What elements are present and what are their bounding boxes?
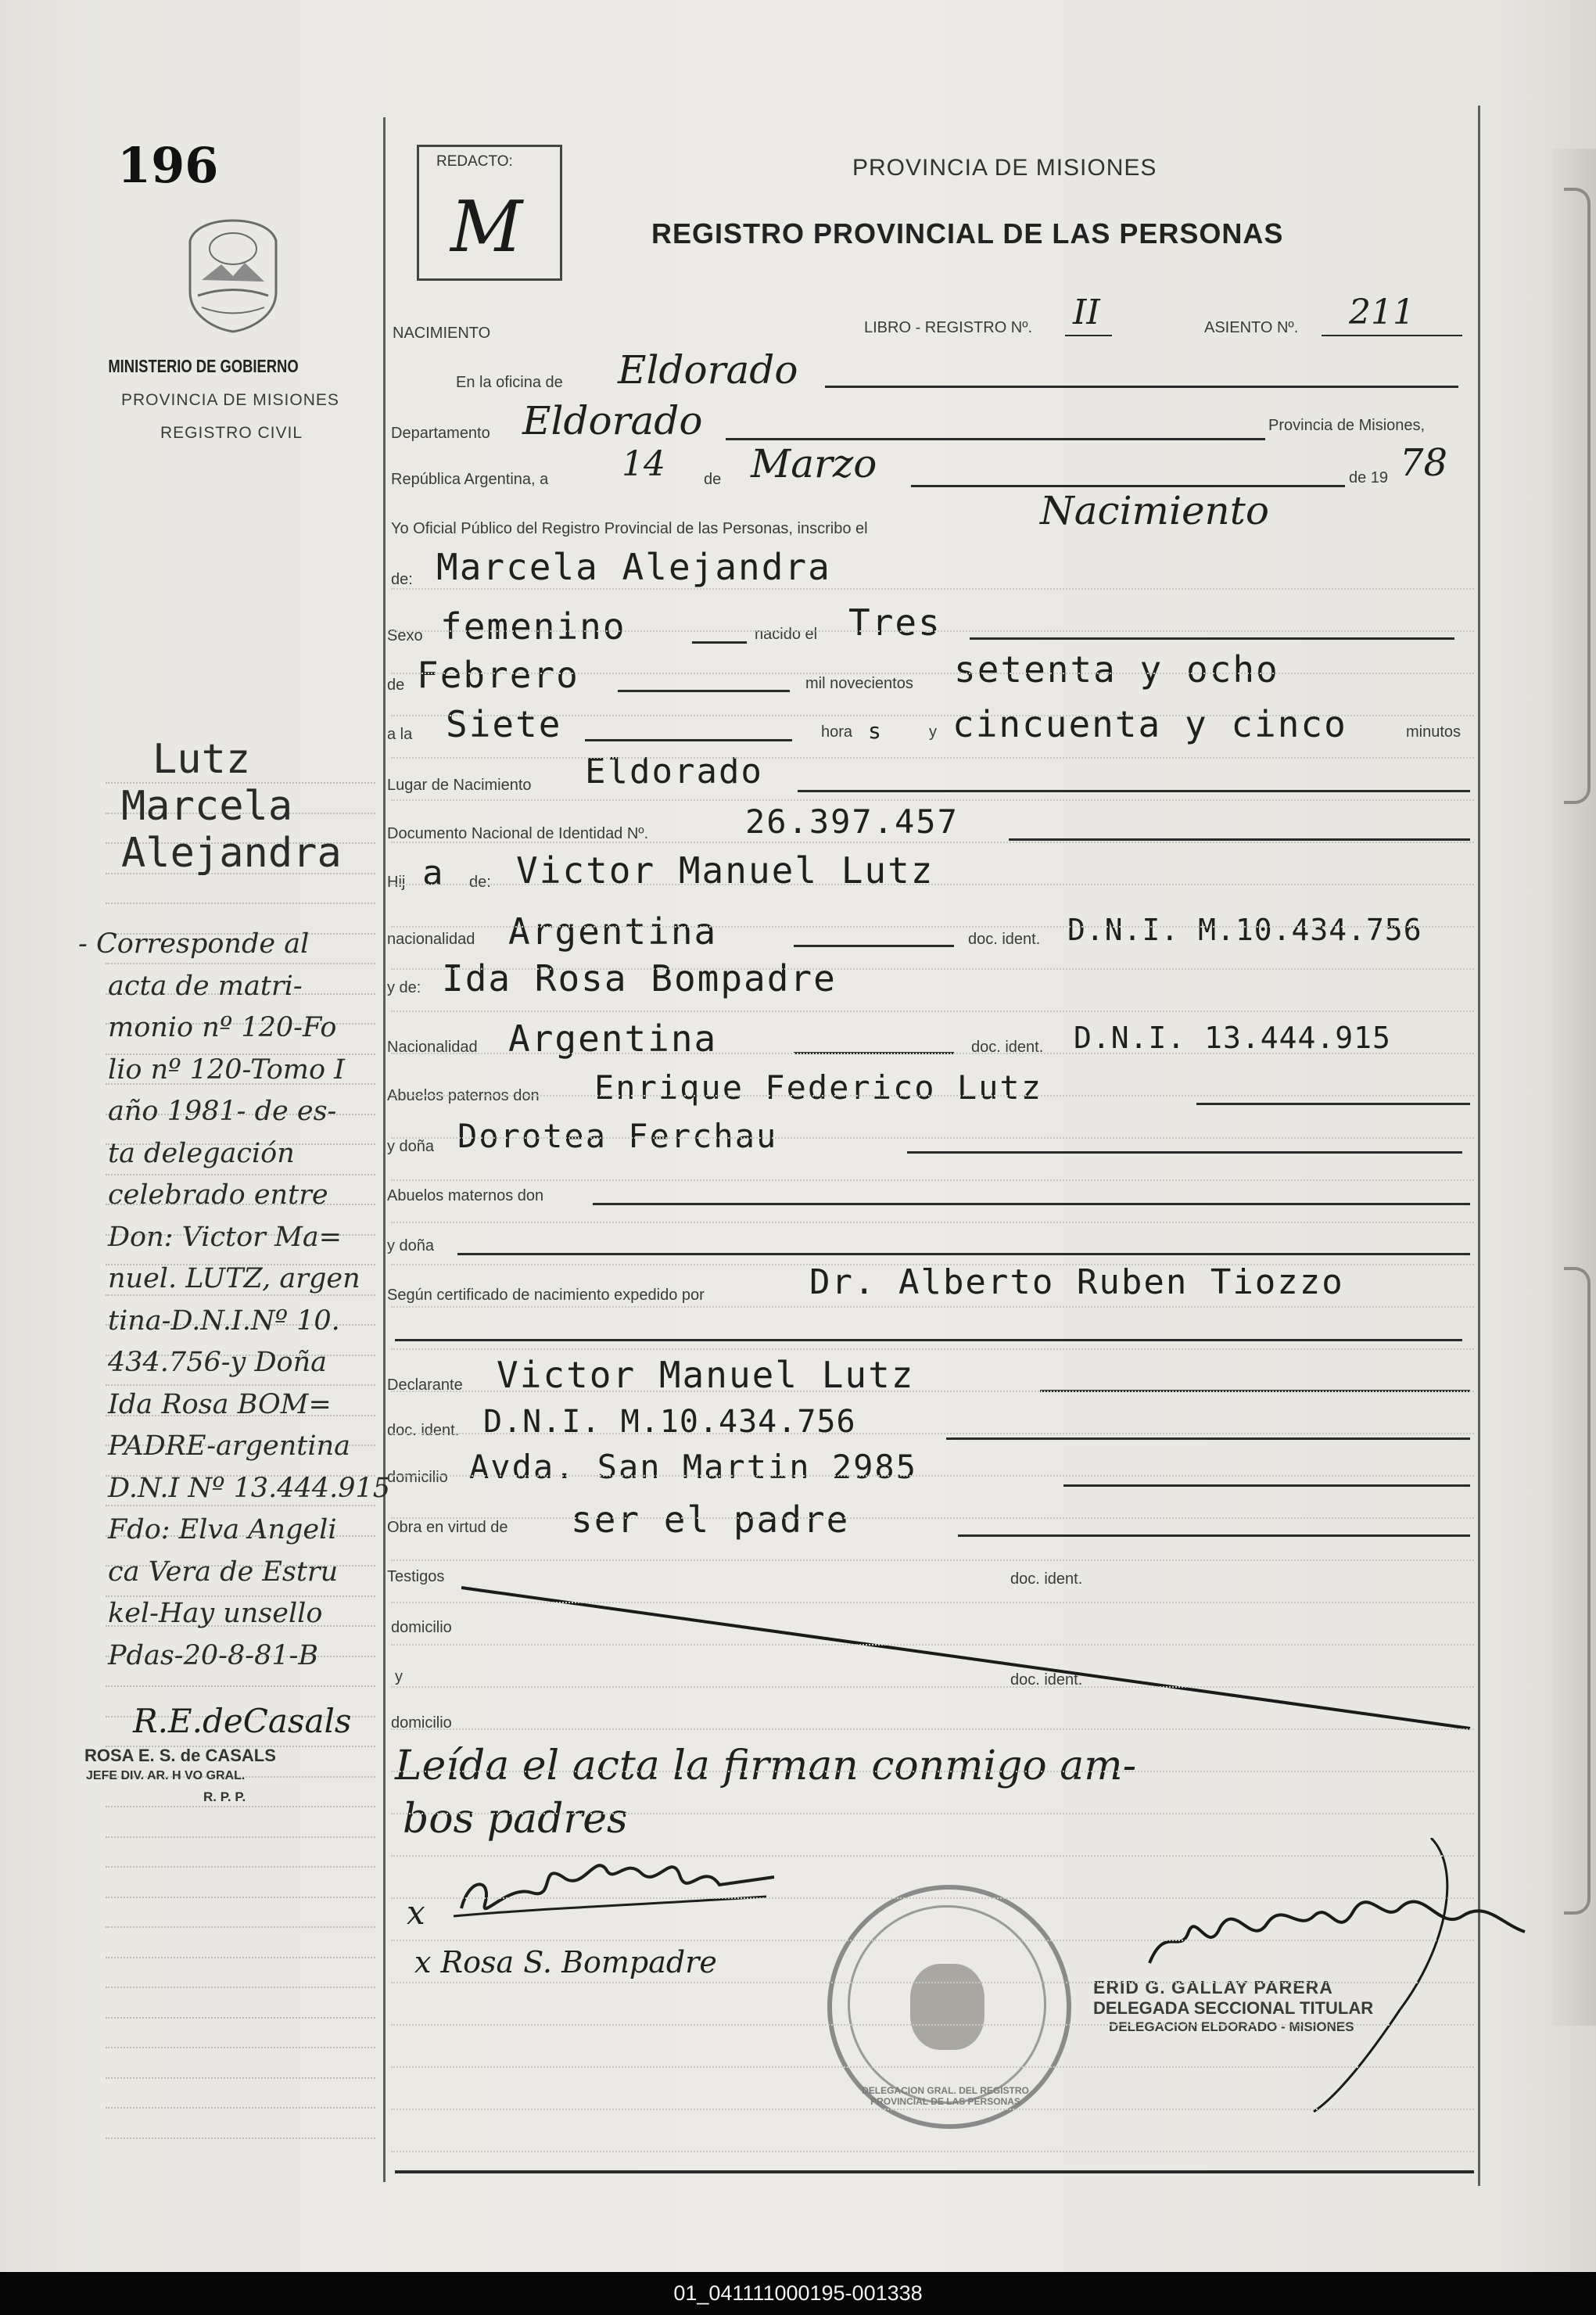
margin-rule-line	[106, 963, 375, 964]
redacto-initials: M	[450, 186, 523, 268]
form-rule-line	[391, 673, 1474, 674]
abuela-p-line	[907, 1151, 1462, 1154]
certificado-value: Dr. Alberto Ruben Tiozzo	[809, 1262, 1344, 1302]
libro-value: II	[1073, 293, 1100, 332]
form-rule-line	[391, 1095, 1474, 1096]
margin-stamp-title: JEFE DIV. AR. H VO GRAL.	[86, 1769, 246, 1782]
form-rule-line	[391, 1728, 1474, 1730]
margin-stamp-org: R. P. P.	[203, 1789, 246, 1804]
margin-rule-line	[106, 2047, 375, 2048]
oficina-line	[825, 386, 1458, 388]
doc3-label: doc. ident.	[387, 1422, 460, 1439]
form-rule-line	[391, 1644, 1474, 1646]
form-rule-line	[391, 884, 1474, 885]
margin-rule-line	[106, 1957, 375, 1958]
oficina-value: Eldorado	[618, 347, 798, 393]
yde-label: y de:	[387, 979, 421, 996]
coat-of-arms-icon	[178, 217, 288, 335]
nacido-value: Tres	[848, 601, 941, 644]
a-la-label: a la	[387, 726, 413, 743]
margin-note-line: acta de matri-	[108, 970, 303, 1002]
form-rule-line	[391, 1391, 1474, 1392]
abuelo-p-value: Enrique Federico Lutz	[594, 1068, 1043, 1107]
margin-rule-line	[106, 1926, 375, 1928]
hora-line	[585, 739, 792, 741]
lugar-line	[798, 790, 1470, 792]
record-type: NACIMIENTO	[393, 325, 491, 342]
form-rule-line	[391, 799, 1474, 801]
departamento-label: Departamento	[391, 425, 490, 442]
form-rule-line	[391, 842, 1474, 843]
mil-value: setenta y ocho	[954, 648, 1279, 691]
margin-rule-line	[106, 1505, 375, 1506]
form-rule-line	[391, 1813, 1474, 1814]
dni-line	[1009, 838, 1470, 841]
y-label: y	[929, 723, 937, 741]
margin-rule-line	[106, 2107, 375, 2109]
form-left-border	[383, 117, 386, 2182]
year-label: de 19	[1349, 469, 1389, 486]
oficial-value: Nacimiento	[1040, 488, 1269, 533]
declarante-label: Declarante	[387, 1376, 463, 1394]
margin-name-line: Alejandra	[121, 830, 342, 877]
redacto-box	[417, 145, 562, 281]
doc2-label: doc. ident.	[971, 1039, 1044, 1056]
margin-name-line: Lutz	[152, 736, 251, 783]
hij-label: Hij	[387, 874, 406, 891]
form-rule-line	[391, 2151, 1474, 2152]
form-rule-line	[391, 1222, 1474, 1223]
lugar-label: Lugar de Nacimiento	[387, 777, 532, 794]
ministry-name: MINISTERIO DE GOBIERNO	[108, 356, 299, 376]
domicilio3-label: domicilio	[391, 1714, 452, 1732]
certificado-label: Según certificado de nacimiento expedido por	[387, 1287, 705, 1304]
margin-rule-line	[106, 1897, 375, 1898]
form-rule-line	[391, 715, 1474, 716]
nombre-label: de:	[391, 571, 413, 588]
form-rule-line	[391, 757, 1474, 759]
form-rule-line	[391, 1179, 1474, 1181]
mes-label: de	[387, 677, 405, 694]
abuela-p-value: Dorotea Ferchau	[457, 1117, 778, 1155]
abuela-m-line	[457, 1253, 1470, 1255]
declarante-value: Victor Manuel Lutz	[497, 1354, 915, 1396]
domicilio-line	[1063, 1484, 1470, 1487]
signature-father	[446, 1830, 790, 1932]
form-rule-line	[391, 1137, 1474, 1139]
footer-bar	[0, 2272, 1596, 2315]
firma1-prefix: x	[407, 1893, 425, 1932]
departamento-line	[726, 438, 1265, 440]
ydona2-label: y doña	[387, 1237, 435, 1254]
padre-value: Victor Manuel Lutz	[516, 849, 934, 892]
margin-note-line: lio nº 120-Tomo I	[108, 1053, 346, 1086]
year-value: 78	[1400, 441, 1448, 485]
domicilio-label: domicilio	[387, 1469, 448, 1486]
form-rule-line	[391, 1686, 1474, 1688]
margin-rule-line	[106, 1987, 375, 1988]
margin-rule-line	[106, 2137, 375, 2139]
margin-rule-line	[106, 1806, 375, 1807]
leida-line-1: Leída el acta la firman conmigo am-	[395, 1743, 1137, 1789]
departamento-value: Eldorado	[522, 398, 703, 443]
margin-note-line: D.N.I Nº 13.444.915	[108, 1472, 391, 1504]
margin-rule-line	[106, 1866, 375, 1868]
doc4-label: doc. ident.	[1010, 1570, 1083, 1588]
doc3-line	[946, 1437, 1470, 1440]
margin-note-line: celebrado entre	[108, 1179, 328, 1211]
nacido-label: nacido el	[755, 626, 818, 643]
form-rule-line	[391, 1264, 1474, 1265]
margin-rule-line	[106, 903, 375, 904]
form-rule-line	[391, 2066, 1474, 2068]
margin-note-line: año 1981- de es-	[108, 1096, 337, 1127]
margin-note-line: PADRE-argentina	[108, 1430, 350, 1462]
form-rule-line	[391, 588, 1474, 590]
margin-note-line: nuel. LUTZ, argen	[108, 1263, 360, 1294]
form-rule-line	[391, 1306, 1474, 1308]
margin-rule-line	[106, 1685, 375, 1687]
cancel-stroke	[461, 1580, 1478, 1736]
month-value: Marzo	[751, 441, 877, 486]
nac2-value: Argentina	[508, 1018, 718, 1060]
sexo-label: Sexo	[387, 627, 423, 644]
leida-line-2: bos padres	[403, 1796, 628, 1843]
margin-note-line: 434.756-y Doña	[108, 1347, 327, 1378]
margin-note-line: ta delegación	[108, 1137, 295, 1169]
margin-rule-line	[106, 1836, 375, 1838]
asiento-label: ASIENTO Nº.	[1204, 319, 1299, 336]
day-value: 14	[622, 444, 665, 484]
officer-office: DELEGACION ELDORADO - MISIONES	[1109, 2019, 1354, 2034]
doc3-value: D.N.I. M.10.434.756	[483, 1404, 856, 1440]
dni-label: Documento Nacional de Identidad Nº.	[387, 825, 649, 842]
doc1-label: doc. ident.	[968, 931, 1041, 948]
margin-note-line: tina-D.N.I.Nº 10.	[108, 1305, 340, 1337]
mes-value: Febrero	[417, 654, 579, 696]
margin-signature: R.E.deCasals	[133, 1702, 352, 1740]
margin-rule-line	[106, 1174, 375, 1175]
lugar-value: Eldorado	[585, 752, 763, 791]
form-rule-line	[391, 968, 1474, 970]
footer-id: 01_041111000195-001338	[673, 2281, 923, 2305]
sexo-line	[692, 641, 747, 644]
margin-note-line: monio nº 120-Fo	[108, 1012, 337, 1043]
form-rule-line	[391, 926, 1474, 928]
form-rule-line	[391, 1475, 1474, 1477]
hora-value: Siete	[446, 703, 562, 745]
form-rule-line	[391, 1559, 1474, 1561]
abuelos-m-label: Abuelos maternos don	[387, 1187, 544, 1204]
margin-note-line: Pdas-20-8-81-B	[108, 1639, 319, 1671]
officer-name: ERID G. GALLAY PARERA	[1093, 1977, 1333, 1997]
republica-label: República Argentina, a	[391, 471, 549, 488]
form-rule-line	[391, 1348, 1474, 1350]
margin-note-line: Fdo: Elva Angeli	[108, 1514, 337, 1545]
margin-rule-line	[106, 1384, 375, 1386]
horas-suffix: s	[868, 718, 881, 744]
obra-label: Obra en virtud de	[387, 1519, 508, 1536]
doc1-value: D.N.I. M.10.434.756	[1067, 913, 1422, 947]
margin-name-line: Marcela	[121, 783, 293, 830]
hij-de-label: de:	[469, 874, 491, 891]
de-label: de	[704, 471, 722, 488]
margin-note-line: Don: Victor Ma=	[108, 1221, 343, 1253]
form-rule-line	[391, 1433, 1474, 1434]
mes-line	[618, 690, 790, 692]
ministry-registry: REGISTRO CIVIL	[160, 424, 303, 442]
domicilio2-label: domicilio	[391, 1619, 452, 1636]
minutos-value: cincuenta y cinco	[952, 703, 1347, 745]
abuelo-m-line	[593, 1203, 1470, 1205]
certificado-line	[395, 1339, 1462, 1341]
ministry-province: PROVINCIA DE MISIONES	[121, 391, 339, 409]
form-rule-line	[391, 1897, 1474, 1899]
nac1-label: nacionalidad	[387, 931, 475, 948]
abuelo-p-line	[1196, 1103, 1470, 1105]
seal-text: DELEGACION GRAL. DEL REGISTRO PROVINCIAL DE LAS PERSONAS	[862, 2085, 1029, 2108]
horas-label: hora	[821, 723, 853, 741]
officer-title: DELEGADA SECCIONAL TITULAR	[1093, 1998, 1374, 2018]
binding-ring-icon	[1564, 1267, 1591, 1915]
doc5-label: doc. ident.	[1010, 1671, 1083, 1689]
madre-value: Ida Rosa Bompadre	[442, 957, 837, 1000]
form-rule-line	[391, 2024, 1474, 2026]
provincia-suffix: Provincia de Misiones,	[1268, 417, 1426, 434]
y-label-2: y	[395, 1668, 403, 1685]
margin-rule-line	[106, 2077, 375, 2079]
nac1-value: Argentina	[508, 910, 718, 953]
margin-note-line: Ida Rosa BOM=	[108, 1388, 332, 1420]
official-seal	[827, 1885, 1071, 2129]
dni-value: 26.397.457	[745, 802, 959, 841]
form-bottom-line	[395, 2170, 1474, 2173]
testigos-label: Testigos	[387, 1568, 445, 1585]
form-rule-line	[391, 1517, 1474, 1519]
form-rule-line	[391, 1982, 1474, 1983]
oficial-label: Yo Oficial Público del Registro Provincial de las Personas, inscribo el	[391, 520, 868, 537]
oficina-label: En la oficina de	[456, 374, 563, 391]
form-rule-line	[391, 1940, 1474, 1941]
margin-note-line: kel-Hay unsello	[108, 1598, 323, 1629]
libro-underline	[1065, 335, 1112, 336]
doc2-value: D.N.I. 13.444.915	[1074, 1021, 1391, 1055]
form-rule-line	[391, 1010, 1474, 1012]
form-rule-line	[391, 1855, 1474, 1857]
ydona1-label: y doña	[387, 1138, 435, 1155]
mil-label: mil novecientos	[805, 675, 913, 692]
redacto-label: REDACTO:	[436, 153, 513, 170]
hij-suffix: a	[422, 853, 445, 893]
binding-ring-icon	[1564, 188, 1591, 804]
month-line	[911, 485, 1345, 487]
margin-rule-line	[106, 2017, 375, 2019]
form-rule-line	[391, 1771, 1474, 1772]
nac1-line	[794, 945, 954, 947]
obra-line	[958, 1534, 1470, 1537]
nac2-label: Nacionalidad	[387, 1039, 478, 1056]
obra-value: ser el padre	[571, 1498, 850, 1541]
margin-note-line: ca Vera de Estru	[108, 1556, 339, 1588]
nacido-line	[970, 637, 1454, 640]
margin-note-line: - Corresponde al	[78, 928, 310, 960]
domicilio-value: Avda. San Martin 2985	[469, 1448, 918, 1486]
libro-label: LIBRO - REGISTRO Nº.	[864, 319, 1033, 336]
abuelos-p-label: Abuelos paternos don	[387, 1087, 540, 1104]
signature-mother: x Rosa S. Bompadre	[414, 1945, 717, 1979]
asiento-value: 211	[1349, 293, 1415, 332]
asiento-underline	[1322, 335, 1462, 336]
form-rule-line	[391, 2109, 1474, 2110]
registry-heading: REGISTRO PROVINCIAL DE LAS PERSONAS	[651, 217, 1284, 249]
margin-stamp-name: ROSA E. S. de CASALS	[84, 1746, 276, 1765]
nombre-value: Marcela Alejandra	[436, 546, 831, 588]
page-number: 196	[117, 137, 219, 194]
form-rule-line	[391, 630, 1474, 632]
minutos-label: minutos	[1406, 723, 1462, 741]
sexo-value: femenino	[440, 605, 626, 648]
province-heading: PROVINCIA DE MISIONES	[852, 155, 1157, 181]
margin-rule-line	[106, 1595, 375, 1597]
form-rule-line	[391, 1053, 1474, 1054]
form-rule-line	[391, 1602, 1474, 1603]
